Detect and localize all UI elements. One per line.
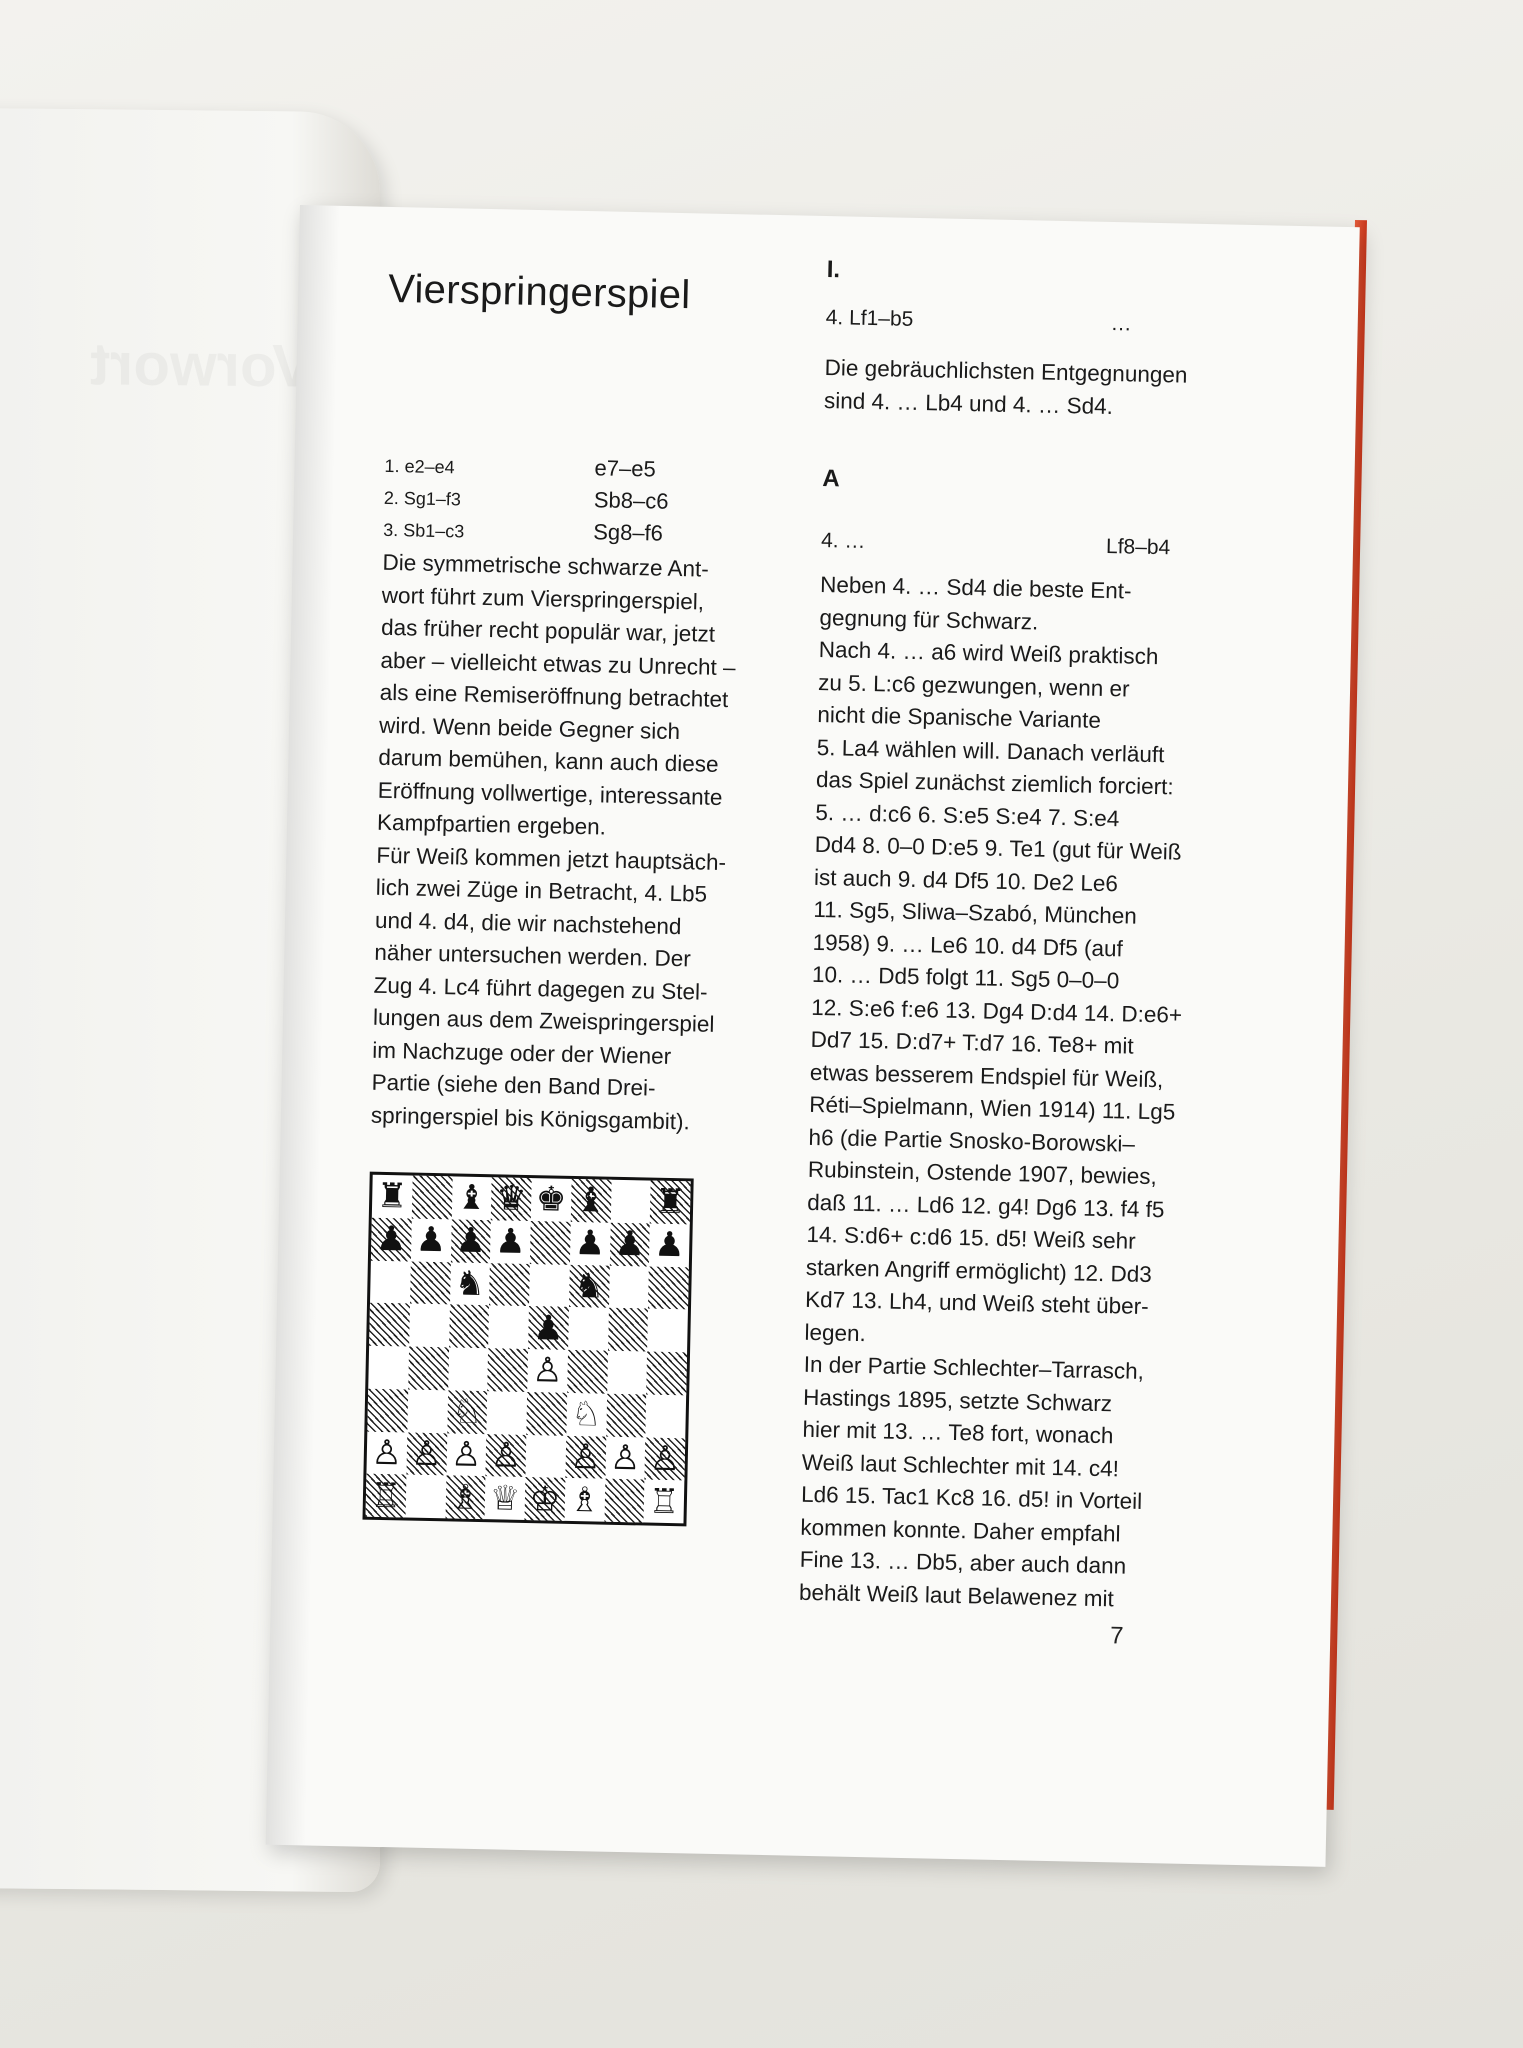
section-heading-A: A <box>822 465 841 493</box>
book-page <box>266 205 1360 1867</box>
board-square <box>409 1304 450 1348</box>
opening-moves <box>383 437 780 555</box>
text-line: Hastings 1895, setzte Schwarz <box>802 1384 1113 1416</box>
white-move: 3. Sb1–c3 <box>383 519 465 542</box>
board-square <box>487 1348 528 1392</box>
move-white: 4. Lf1–b5 <box>825 306 914 331</box>
section-A-text <box>799 569 1241 1618</box>
text-line: Die gebräuchlichsten Entgegnungen <box>824 355 1188 388</box>
white-move: 1. e2–e4 <box>384 455 455 478</box>
text-line: springerspiel bis Königsgambit). <box>370 1102 691 1134</box>
text-line: Eröffnung vollwertige, interessante <box>377 777 723 810</box>
text-line: und 4. d4, die wir nachstehend <box>374 907 682 939</box>
chess-piece-icon: ♗ <box>445 1476 486 1520</box>
page-number: 7 <box>1109 1622 1124 1650</box>
chess-piece-icon: ♟ <box>371 1217 412 1261</box>
board-square <box>525 1435 566 1479</box>
board-square <box>489 1263 530 1307</box>
move-line <box>825 306 1246 349</box>
chess-piece-icon: ♙ <box>486 1434 527 1478</box>
text-line: Kampfpartien ergeben. <box>376 809 607 840</box>
section-heading-I: I. <box>826 256 841 284</box>
chess-piece-icon: ♕ <box>489 1477 521 1519</box>
chess-piece-icon: ♖ <box>366 1474 407 1518</box>
board-square <box>648 1266 689 1310</box>
chess-piece-icon: ♟ <box>574 1223 606 1264</box>
text-line: Zug 4. Lc4 führt dagegen zu Stel- <box>373 972 708 1005</box>
move-black: Lf8–b4 <box>1105 534 1171 560</box>
text-line: darum bemühen, kann auch diese <box>378 744 719 777</box>
text-line: In der Partie Schlechter–Tarrasch, <box>803 1351 1145 1384</box>
chess-piece-icon: ♗ <box>568 1479 601 1521</box>
chess-piece-icon: ♘ <box>570 1394 603 1435</box>
chess-piece-icon: ♔ <box>525 1477 566 1521</box>
chess-piece-icon: ♙ <box>565 1435 606 1479</box>
text-line: 11. Sg5, Sliwa–Szabó, München <box>813 896 1138 929</box>
chess-piece-icon: ♝ <box>455 1177 488 1219</box>
board-square <box>604 1479 645 1523</box>
black-move: Sg8–f6 <box>592 519 664 546</box>
board-square <box>529 1264 570 1308</box>
board-square <box>488 1305 529 1349</box>
chess-piece-icon: ♟ <box>450 1219 491 1263</box>
left-column <box>362 227 784 1528</box>
text-line: Réti–Spielmann, Wien 1914) 11. Lg5 <box>809 1091 1176 1125</box>
text-line: kommen konnte. Daher empfahl <box>800 1514 1121 1546</box>
board-square <box>412 1176 453 1220</box>
board-square <box>449 1305 490 1349</box>
board-square <box>369 1303 410 1347</box>
white-move: 2. Sg1–f3 <box>383 487 462 510</box>
board-square <box>370 1260 411 1304</box>
board-square <box>567 1350 608 1394</box>
board-square <box>487 1391 528 1435</box>
text-line: daß 11. … Ld6 12. g4! Dg6 13. f4 f5 <box>806 1189 1165 1222</box>
left-page-bleedthrough <box>90 329 312 400</box>
text-line: 12. S:e6 f:e6 13. Dg4 D:d4 14. D:e6+ <box>811 994 1183 1028</box>
board-square <box>608 1265 649 1309</box>
move-black: … <box>1110 312 1132 336</box>
text-line: ist auch 9. d4 Df5 10. De2 Le6 <box>813 864 1119 896</box>
text-line: starken Angriff ermöglicht) 12. Dd3 <box>805 1254 1153 1287</box>
chess-piece-icon: ♜ <box>376 1176 408 1217</box>
chess-piece-icon: ♙ <box>645 1437 686 1481</box>
chess-piece-icon: ♟ <box>494 1221 527 1263</box>
board-square <box>448 1347 489 1391</box>
chess-piece-icon: ♟ <box>609 1222 650 1266</box>
board-square <box>610 1180 651 1224</box>
text-line: Partie (siehe den Band Drei- <box>371 1069 656 1101</box>
text-line: wort führt zum Vierspringerspiel, <box>381 582 705 615</box>
board-square <box>405 1475 446 1519</box>
text-line: 14. S:d6+ c:d6 15. d5! Weiß sehr <box>806 1221 1136 1254</box>
chess-piece-icon: ♙ <box>609 1437 641 1479</box>
chess-piece-icon: ♛ <box>491 1177 532 1221</box>
text-line: Weiß laut Schlechter mit 14. c4! <box>801 1449 1120 1481</box>
text-line: das früher recht populär war, jetzt <box>380 614 716 647</box>
chess-piece-icon: ♜ <box>650 1181 691 1225</box>
chess-piece-icon: ♞ <box>569 1264 610 1308</box>
text-line: das Spiel zunächst ziemlich forciert: <box>815 766 1174 800</box>
board-square <box>647 1309 688 1353</box>
board-square <box>606 1393 647 1437</box>
text-line: Dd4 8. 0–0 D:e5 9. Te1 (gut für Weiß <box>814 831 1182 865</box>
board-square <box>646 1352 687 1396</box>
move-line <box>821 529 1242 572</box>
board-square <box>410 1261 451 1305</box>
text-line: behält Weiß laut Belawenez mit <box>798 1579 1115 1611</box>
text-line: 10. … Dd5 folgt 11. Sg5 0–0–0 <box>811 961 1120 994</box>
text-line: Nach 4. … a6 wird Weiß praktisch <box>818 636 1159 670</box>
text-line: h6 (die Partie Snosko-Borowski– <box>808 1124 1136 1157</box>
text-line: lich zwei Züge in Betracht, 4. Lb5 <box>375 874 708 907</box>
black-move: e7–e5 <box>594 455 656 482</box>
text-line: Ld6 15. Tac1 Kc8 16. d5! in Vorteil <box>800 1481 1143 1514</box>
text-line: Die symmetrische schwarze Ant- <box>382 549 710 582</box>
text-line: nicht die Spanische Variante <box>817 701 1102 733</box>
text-line: Für Weiß kommen jetzt hauptsäch- <box>376 842 727 875</box>
board-square <box>568 1307 609 1351</box>
text-line: 1958) 9. … Le6 10. d4 Df5 (auf <box>812 929 1124 961</box>
board-square <box>608 1308 649 1352</box>
text-line: als eine Remiseröffnung betrachtet <box>379 679 729 713</box>
board-square <box>368 1346 409 1390</box>
text-line: etwas besserem Endspiel für Weiß, <box>809 1059 1164 1092</box>
text-line: im Nachzuge oder der Wiener <box>372 1037 672 1069</box>
black-move: Sb8–c6 <box>593 487 669 514</box>
chess-piece-icon: ♟ <box>653 1224 686 1266</box>
text-line: gegnung für Schwarz. <box>819 604 1039 635</box>
board-square <box>408 1347 449 1391</box>
chess-piece-icon: ♙ <box>450 1434 482 1475</box>
text-line: lungen aus dem Zweispringerspiel <box>372 1004 715 1037</box>
text-line: 5. La4 wählen will. Danach verläuft <box>816 734 1165 767</box>
board-square <box>530 1221 571 1265</box>
text-line: 5. … d:c6 6. S:e5 S:e4 7. S:e4 <box>815 799 1120 831</box>
right-column <box>799 216 1248 1617</box>
chess-piece-icon: ♚ <box>535 1179 567 1221</box>
move-white: 4. … <box>820 528 866 553</box>
board-square <box>646 1394 687 1438</box>
chess-piece-icon: ♘ <box>447 1390 488 1434</box>
text-line: wird. Wenn beide Gegner sich <box>378 712 681 744</box>
move-row <box>383 511 779 549</box>
chess-piece-icon: ♙ <box>406 1432 447 1476</box>
board-square <box>607 1351 648 1395</box>
chess-diagram <box>362 1172 693 1527</box>
text-line: hier mit 13. … Te8 fort, wonach <box>802 1416 1114 1449</box>
intro-paragraph <box>371 547 778 1140</box>
board-square <box>526 1392 567 1436</box>
board-square <box>407 1389 448 1433</box>
text-line: Fine 13. … Db5, aber auch dann <box>799 1546 1127 1579</box>
text-line: Kd7 13. Lh4, und Weiß steht über- <box>804 1286 1149 1320</box>
chess-piece-icon: ♙ <box>371 1432 403 1474</box>
text-line: Rubinstein, Ostende 1907, bewies, <box>807 1156 1158 1190</box>
board-square <box>367 1388 408 1432</box>
chess-piece-icon: ♟ <box>528 1306 569 1350</box>
text-line: sind 4. … Lb4 und 4. … Sd4. <box>823 387 1114 419</box>
chapter-title: Vierspringerspiel <box>387 266 691 318</box>
section-I-text <box>824 352 1245 426</box>
chess-piece-icon: ♞ <box>454 1263 486 1304</box>
text-line: Dd7 15. D:d7+ T:d7 16. Te8+ mit <box>810 1026 1134 1059</box>
chess-piece-icon: ♙ <box>531 1350 564 1392</box>
chess-piece-icon: ♖ <box>648 1481 680 1522</box>
text-line: zu 5. L:c6 gezwungen, wenn er <box>817 669 1130 701</box>
chess-piece-icon: ♟ <box>415 1219 447 1261</box>
text-line: näher untersuchen werden. Der <box>374 939 692 972</box>
text-line: legen. <box>804 1319 867 1346</box>
chess-piece-icon: ♝ <box>571 1179 612 1223</box>
text-line: Neben 4. … Sd4 die beste Ent- <box>819 571 1132 604</box>
text-line: aber – vielleicht etwas zu Unrecht – <box>380 647 736 680</box>
